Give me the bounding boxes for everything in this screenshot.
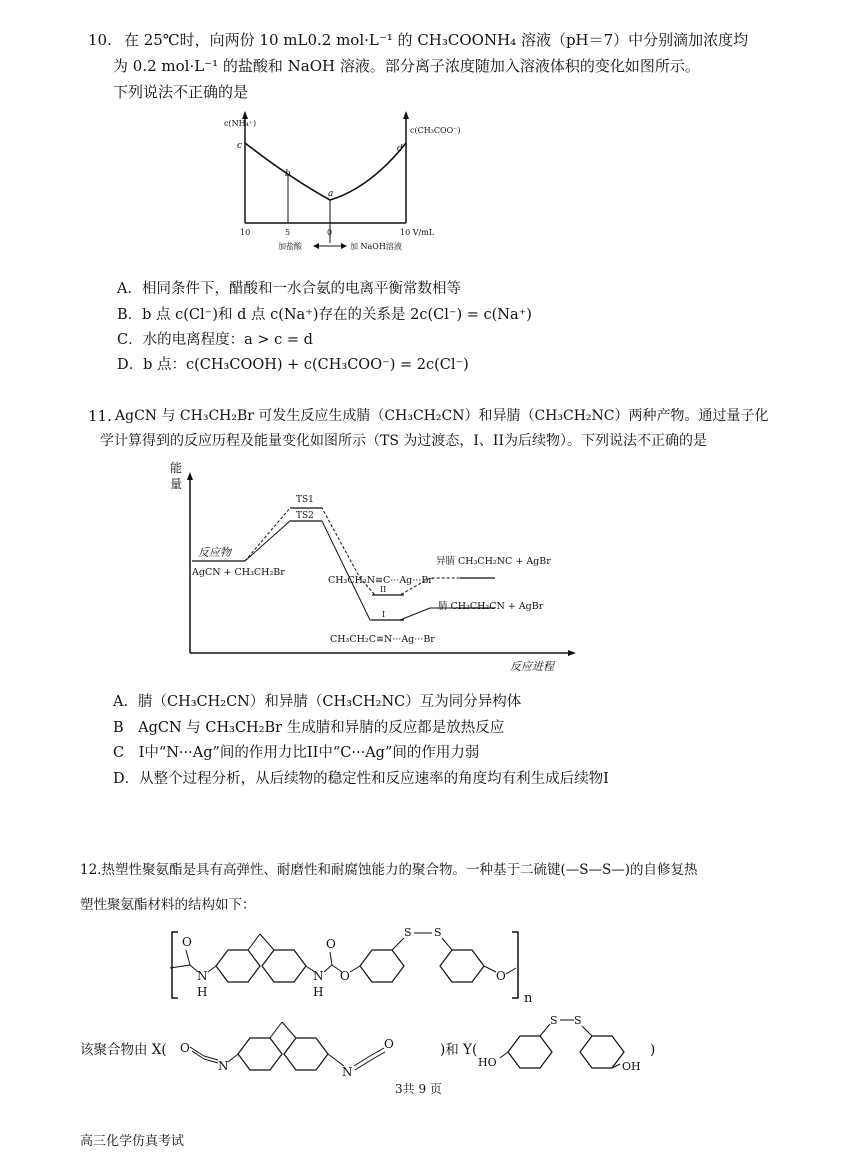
q10-point-d: d bbox=[397, 144, 403, 154]
q10-curve bbox=[245, 143, 406, 200]
benzene-ring-1 bbox=[216, 950, 260, 982]
q10-right-axis-arrow bbox=[403, 111, 409, 119]
q11-reactant-formula: AgCN + CH₃CH₂Br bbox=[192, 567, 285, 578]
monomer-and: )和 Y( bbox=[440, 1042, 478, 1058]
o2: O bbox=[326, 937, 336, 951]
q10-add-naoh-label: 加 NaOH溶液 bbox=[350, 242, 402, 251]
q11-x-label: 反应进程 bbox=[510, 660, 554, 673]
q11-option-d: D．从整个过程分析，从后续物的稳定性和反应速率的角度均有利生成后续物I bbox=[113, 771, 609, 787]
q10-concentration-graph bbox=[220, 108, 461, 258]
q11-ii-label: II bbox=[380, 585, 387, 594]
s2: S bbox=[434, 926, 442, 939]
q11-option-a: A．腈（CH₃CH₂CN）和异腈（CH₃CH₂NC）互为同分异构体 bbox=[113, 694, 522, 710]
q12-stem-line1: 12.热塑性聚氨酯是具有高弹性、耐磨性和耐腐蚀能力的聚合物。一种基于二硫键(—S—S—)的自修复热 bbox=[80, 862, 698, 878]
q10-point-c: c bbox=[237, 141, 243, 151]
q10-option-a: A．相同条件下，醋酸和一水合氨的电离平衡常数相等 bbox=[117, 281, 461, 297]
q11-number: 11. bbox=[88, 407, 112, 425]
q10-point-a: a bbox=[328, 189, 334, 199]
x-n-left: N bbox=[218, 1059, 229, 1073]
q11-option-c: C I中“N···Ag”间的作用力比II中“C···Ag”间的作用力弱 bbox=[113, 745, 480, 761]
n1: N bbox=[197, 969, 208, 983]
y-oh: OH bbox=[622, 1060, 641, 1073]
x-benzene-ring-1 bbox=[238, 1038, 282, 1070]
o1: O bbox=[182, 935, 192, 949]
q10-option-c: C．水的电离程度：a > c = d bbox=[117, 332, 313, 348]
q11-reactant-label: 反应物 bbox=[198, 546, 231, 559]
q11-ii-formula: CH₃CH₂N≡C···Ag···Br bbox=[328, 575, 433, 586]
monomer-x-structure bbox=[174, 1012, 444, 1082]
q10-tick-left: 10 bbox=[240, 228, 251, 237]
benzene-ring-4 bbox=[440, 950, 484, 982]
x-benzene-ring-2 bbox=[284, 1038, 328, 1070]
left-bracket bbox=[172, 932, 178, 998]
q11-ts2-label: TS2 bbox=[296, 511, 314, 521]
n2: N bbox=[313, 969, 324, 983]
q10-stem-line3: 下列说法不正确的是 bbox=[113, 83, 249, 101]
q11-y-label-1: 能 bbox=[170, 461, 183, 475]
q10-stem-line2: 为 0.2 mol·L⁻¹ 的盐酸和 NaOH 溶液。部分离子浓度随加入溶液体积的变化如图所示。 bbox=[113, 57, 700, 75]
q10-option-d: D．b 点：c(CH₃COOH) + c(CH₃COO⁻) = 2c(Cl⁻) bbox=[117, 357, 469, 373]
q11-isonitrile-label: 异腈 CH₃CH₂NC + AgBr bbox=[436, 556, 551, 567]
q11-nitrile-label: 腈 CH₃CH₂CN + AgBr bbox=[438, 601, 544, 612]
q10-left-axis-label: c(NH₄⁺) bbox=[224, 119, 257, 128]
x-o-left: O bbox=[180, 1041, 190, 1055]
h1: H bbox=[197, 985, 208, 999]
right-bracket bbox=[512, 932, 518, 998]
s1: S bbox=[404, 926, 412, 939]
q10-number: 10. bbox=[88, 31, 112, 49]
repeat-n: n bbox=[524, 991, 533, 1006]
q10-point-b: b bbox=[285, 169, 291, 179]
q10-add-hcl-label: 加盐酸 bbox=[278, 242, 302, 251]
q11-i-label: I bbox=[382, 610, 386, 619]
monomer-y-structure bbox=[474, 1008, 654, 1078]
q11-option-b: B AgCN 与 CH₃CH₂Br 生成腈和异腈的反应都是放热反应 bbox=[113, 720, 505, 736]
y-s1: S bbox=[550, 1014, 558, 1027]
benzene-ring-3 bbox=[360, 950, 404, 982]
o3: O bbox=[340, 969, 350, 983]
q10-right-axis-label: c(CH₃COO⁻) bbox=[410, 126, 461, 135]
q10-tick-0: 0 bbox=[327, 228, 333, 237]
x-o-right: O bbox=[384, 1037, 394, 1051]
q11-energy-profile bbox=[160, 458, 600, 678]
q11-i-formula: CH₃CH₂C≡N···Ag···Br bbox=[330, 634, 435, 645]
x-n-right: N bbox=[342, 1065, 353, 1079]
o4: O bbox=[496, 969, 506, 983]
q11-ts1-label: TS1 bbox=[296, 495, 314, 505]
exam-title: 高三化学仿真考试 bbox=[80, 1134, 185, 1149]
y-ho: HO bbox=[478, 1056, 497, 1069]
y-benzene-ring-1 bbox=[508, 1036, 552, 1068]
q10-stem-line1: 在 25℃时，向两份 10 mL0.2 mol·L⁻¹ 的 CH₃COONH₄ 溶液（pH＝7）中分别滴加浓度均 bbox=[124, 31, 749, 49]
q11-y-label-2: 量 bbox=[170, 477, 183, 491]
q11-stem-line2: 学计算得到的反应历程及能量变化如图所示（TS 为过渡态，I、II为后续物）。下列说法不正确的是 bbox=[100, 433, 707, 449]
q12-stem-line2: 塑性聚氨酯材料的结构如下： bbox=[80, 897, 256, 913]
q10-left-axis-arrow bbox=[242, 111, 248, 119]
q10-option-b: B．b 点 c(Cl⁻)和 d 点 c(Na⁺)存在的关系是 2c(Cl⁻) = c(Na⁺) bbox=[117, 307, 532, 323]
y-benzene-ring-2 bbox=[580, 1036, 624, 1068]
y-s2: S bbox=[574, 1014, 582, 1027]
benzene-ring-2 bbox=[262, 950, 306, 982]
q11-stem-line1: AgCN 与 CH₃CH₂Br 可发生反应生成腈（CH₃CH₂CN）和异腈（CH₃CH₂NC）两种产物。通过量子化 bbox=[115, 408, 769, 424]
h2: H bbox=[313, 985, 324, 999]
q10-tick-right: 10 V/mL bbox=[400, 228, 435, 237]
page-number: 3共 9 页 bbox=[395, 1082, 442, 1096]
polyurethane-structure bbox=[160, 920, 580, 1010]
monomer-close: ) bbox=[650, 1042, 656, 1058]
monomer-prefix: 该聚合物由 X( bbox=[80, 1042, 167, 1058]
q10-tick-5: 5 bbox=[285, 228, 291, 237]
